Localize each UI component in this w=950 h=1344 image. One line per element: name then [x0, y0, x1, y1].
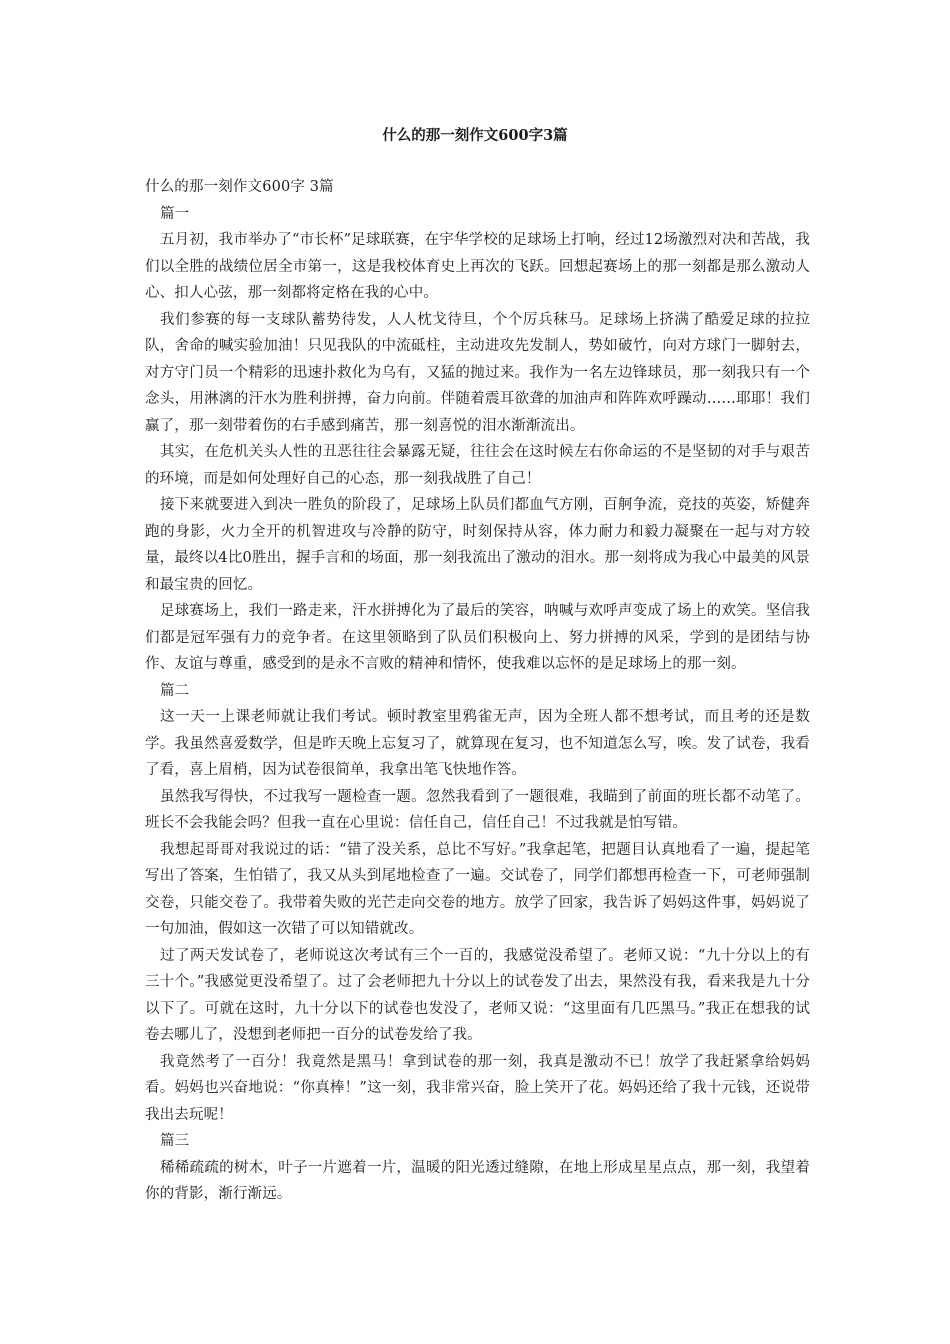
- document-subtitle: 什么的那一刻作文600字 3篇: [145, 179, 334, 195]
- document-body: [145, 174, 810, 1208]
- paragraph: 我们参赛的每一支球队蓄势待发，人人枕戈待旦，个个厉兵秣马。足球场上挤满了酷爱足球的拉拉队，舍命的喊实验加油！只见我队的中流砥柱，主动进攻先发制人，势如破竹，向对方球门一脚射去，对方守门员一个精彩的迅速扑救化为乌有，又猛的抛过来。我作为一名左边锋球员，那一刻我只有一个念头，用淋漓的汗水为胜利拼搏，奋力向前。伴随着震耳欲聋的加油声和阵阵欢呼躁动……耶耶！我们赢了，那一刻带着伤的右手感到痛苦，那一刻喜悦的泪水渐渐流出。: [145, 311, 810, 434]
- paragraph: 我竟然考了一百分！我竟然是黑马！拿到试卷的那一刻，我真是激动不已！放学了我赶紧拿给妈妈看。妈妈也兴奋地说：“你真棒！”这一刻，我非常兴奋，脸上笑开了花。妈妈还给了我十元钱，还说带我出去玩呢！: [145, 1053, 810, 1123]
- paragraph: 稀稀疏疏的树木，叶子一片遮着一片，温暖的阳光透过缝隙，在地上形成星星点点，那一刻，我望着你的背影，渐行渐远。: [145, 1159, 810, 1202]
- section-heading-3: 篇三: [160, 1133, 190, 1149]
- paragraph: 我想起哥哥对我说过的话：“错了没关系，总比不写好。”我拿起笔，把题目认真地看了一遍，提起笔写出了答案，生怕错了，我又从头到尾地检查了一遍。交试卷了，同学们都想再检查一下，可老师强制交卷，只能交卷了。我带着失败的光芒走向交卷的地方。放学了回家，我告诉了妈妈这件事，妈妈说了一句加油，假如这一次错了可以知错就改。: [145, 841, 810, 937]
- paragraph: 接下来就要进入到决一胜负的阶段了，足球场上队员们都血气方刚，百舸争流，竞技的英姿，矫健奔跑的身影，火力全开的机智进攻与冷静的防守，时刻保持从容，体力耐力和毅力凝聚在一起与对方较量，最终以4比0胜出，握手言和的场面，那一刻我流出了激动的泪水。那一刻将成为我心中最美的风景和最宝贵的回忆。: [145, 497, 810, 593]
- paragraph: 五月初，我市举办了“市长杯”足球联赛，在宇华学校的足球场上打响，经过12场激烈对决和苦战，我们以全胜的战绩位居全市第一，这是我校体育史上再次的飞跃。回想起赛场上的那一刻都是那么激动人心、扣人心弦，那一刻都将定格在我的心中。: [145, 232, 810, 301]
- paragraph: 虽然我写得快，不过我写一题检查一题。忽然我看到了一题很难，我瞄到了前面的班长都不动笔了。班长不会我能会吗？但我一直在心里说：信任自己，信任自己！不过我就是怕写错。: [145, 788, 810, 831]
- paragraph: 足球赛场上，我们一路走来，汗水拼搏化为了最后的笑容，呐喊与欢呼声变成了场上的欢笑。坚信我们都是冠军强有力的竞争者。在这里领略到了队员们积极向上、努力拼搏的风采，学到的是团结与协作、友谊与尊重，感受到的是永不言败的精神和情怀，使我难以忘怀的是足球场上的那一刻。: [145, 603, 810, 672]
- document-title: 什么的那一刻作文600字3篇: [382, 127, 568, 144]
- section-heading-1: 篇一: [160, 205, 190, 222]
- paragraph: 这一天一上课老师就让我们考试。顿时教室里鸦雀无声，因为全班人都不想考试，而且考的还是数学。我虽然喜爱数学，但是昨天晚上忘复习了，就算现在复习，也不知道怎么写，唉。发了试卷，我看了看，喜上眉梢，因为试卷很简单，我拿出笔飞快地作答。: [145, 709, 810, 778]
- paragraph: 过了两天发试卷了，老师说这次考试有三个一百的，我感觉没希望了。老师又说：“九十分以上的有三十个。”我感觉更没希望了。过了会老师把九十分以上的试卷发了出去，果然没有我，看来我是九十分以下了。可就在这时，九十分以下的试卷也发没了，老师又说：“这里面有几匹黑马。”我正在想我的试卷去哪儿了，没想到老师把一百分的试卷发给了我。: [145, 947, 810, 1043]
- section-heading-2: 篇二: [160, 682, 190, 699]
- paragraph: 其实，在危机关头人性的丑恶往往会暴露无疑，往往会在这时候左右你命运的不是坚韧的对手与艰苦的环境，而是如何处理好自己的心态，那一刻我战胜了自己！: [145, 444, 810, 487]
